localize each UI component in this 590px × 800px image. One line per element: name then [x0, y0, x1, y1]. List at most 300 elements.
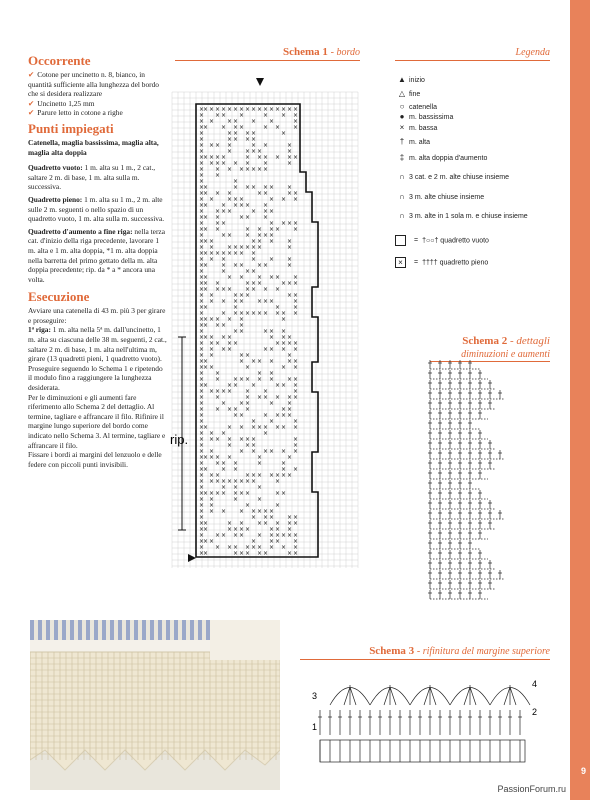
filled-cell-mark: ×	[199, 244, 205, 251]
filled-cell-mark: ×	[215, 370, 221, 377]
filled-cell-mark: ×	[263, 508, 269, 515]
filled-cell-mark: ×	[239, 520, 245, 527]
filled-cell-mark: ×	[209, 154, 215, 161]
filled-cell-mark: ×	[203, 382, 209, 389]
filled-cell-mark: ×	[251, 436, 257, 443]
filled-cell-mark: ×	[239, 526, 245, 533]
filled-cell-mark: ×	[233, 160, 239, 167]
filled-cell-mark: ×	[263, 514, 269, 521]
filled-cell-mark: ×	[199, 292, 205, 299]
filled-cell-mark: ×	[287, 406, 293, 413]
filled-cell-mark: ×	[221, 478, 227, 485]
filled-cell-mark: ×	[221, 220, 227, 227]
filled-cell-mark: ×	[199, 346, 205, 353]
filled-cell-mark: ×	[199, 550, 205, 557]
legend-item: ∩ 3 cat. e 2 m. alte chiuse insieme	[395, 172, 509, 181]
filled-cell-mark: ×	[203, 364, 209, 371]
filled-cell-mark: ×	[221, 334, 227, 341]
filled-cell-mark: ×	[233, 118, 239, 125]
filled-cell-mark: ×	[221, 160, 227, 167]
filled-cell-mark: ×	[209, 502, 215, 509]
filled-cell-mark: ×	[269, 544, 275, 551]
filled-cell-mark: ×	[293, 364, 299, 371]
filled-cell-mark: ×	[199, 202, 205, 209]
filled-cell-mark: ×	[199, 406, 205, 413]
filled-cell-mark: ×	[199, 250, 205, 257]
filled-cell-mark: ×	[203, 262, 209, 269]
filled-cell-mark: ×	[199, 238, 205, 245]
filled-cell-mark: ×	[263, 430, 269, 437]
filled-cell-mark: ×	[275, 424, 281, 431]
filled-cell-mark: ×	[245, 202, 251, 209]
filled-cell-mark: ×	[199, 172, 205, 179]
filled-cell-mark: ×	[239, 196, 245, 203]
filled-cell-mark: ×	[251, 514, 257, 521]
filled-cell-mark: ×	[199, 514, 205, 521]
row-label-4: 4	[532, 679, 538, 689]
filled-cell-mark: ×	[227, 136, 233, 143]
filled-cell-mark: ×	[209, 364, 215, 371]
filled-cell-mark: ×	[239, 532, 245, 539]
filled-cell-mark: ×	[233, 304, 239, 311]
filled-cell-mark: ×	[199, 310, 205, 317]
filled-cell-mark: ×	[233, 250, 239, 257]
filled-cell-mark: ×	[245, 490, 251, 497]
filled-cell-mark: ×	[287, 526, 293, 533]
filled-cell-mark: ×	[251, 448, 257, 455]
filled-cell-mark: ×	[263, 520, 269, 527]
filled-cell-mark: ×	[293, 106, 299, 113]
filled-cell-mark: ×	[281, 340, 287, 347]
legend-item: ● m. bassissima	[395, 112, 453, 121]
filled-cell-mark: ×	[199, 412, 205, 419]
filled-cell-mark: ×	[209, 256, 215, 263]
filled-cell-mark: ×	[275, 340, 281, 347]
filled-cell-mark: ×	[275, 310, 281, 317]
filled-cell-mark: ×	[227, 232, 233, 239]
filled-cell-mark: ×	[215, 286, 221, 293]
filled-cell-mark: ×	[293, 118, 299, 125]
filled-cell-mark: ×	[245, 280, 251, 287]
filled-cell-mark: ×	[275, 124, 281, 131]
filled-cell-mark: ×	[239, 448, 245, 455]
filled-cell-mark: ×	[233, 460, 239, 467]
filled-cell-mark: ×	[245, 214, 251, 221]
filled-cell-mark: ×	[263, 184, 269, 191]
filled-cell-mark: ×	[239, 478, 245, 485]
filled-cell-mark: ×	[203, 184, 209, 191]
filled-cell-mark: ×	[293, 340, 299, 347]
filled-cell-mark: ×	[233, 130, 239, 137]
legend-item: † m. alta	[395, 137, 430, 146]
filled-cell-mark: ×	[293, 550, 299, 557]
filled-cell-mark: ×	[269, 226, 275, 233]
filled-cell-mark: ×	[199, 142, 205, 149]
filled-cell-mark: ×	[269, 346, 275, 353]
filled-cell-mark: ×	[293, 436, 299, 443]
filled-cell-mark: ×	[257, 280, 263, 287]
filled-cell-mark: ×	[199, 154, 205, 161]
filled-cell-mark: ×	[199, 208, 205, 215]
filled-cell-mark: ×	[221, 208, 227, 215]
filled-cell-mark: ×	[257, 148, 263, 155]
filled-cell-mark: ×	[257, 244, 263, 251]
filled-cell-mark: ×	[227, 166, 233, 173]
filled-cell-mark: ×	[251, 286, 257, 293]
filled-cell-mark: ×	[269, 298, 275, 305]
filled-cell-mark: ×	[269, 376, 275, 383]
filled-cell-mark: ×	[269, 418, 275, 425]
filled-cell-mark: ×	[251, 130, 257, 137]
filled-cell-mark: ×	[293, 442, 299, 449]
filled-cell-mark: ×	[215, 190, 221, 197]
filled-cell-mark: ×	[199, 184, 205, 191]
filled-cell-mark: ×	[239, 316, 245, 323]
filled-cell-mark: ×	[215, 478, 221, 485]
filled-cell-mark: ×	[221, 262, 227, 269]
single-crochet-icon: ×	[399, 123, 405, 132]
filled-cell-mark: ×	[269, 208, 275, 215]
filled-cell-mark: ×	[281, 544, 287, 551]
legend-item: △ fine	[395, 89, 420, 98]
filled-cell-mark: ×	[245, 394, 251, 401]
filled-cell-mark: ×	[239, 274, 245, 281]
filled-cell-mark: ×	[245, 400, 251, 407]
filled-cell-mark: ×	[233, 262, 239, 269]
filled-cell-mark: ×	[257, 262, 263, 269]
filled-cell-mark: ×	[257, 496, 263, 503]
filled-cell-mark: ×	[239, 424, 245, 431]
filled-cell-mark: ×	[293, 274, 299, 281]
filled-cell-mark: ×	[251, 238, 257, 245]
end-marker-icon	[188, 554, 196, 562]
filled-cell-mark: ×	[239, 202, 245, 209]
legend-item: ○ catenella	[395, 102, 437, 111]
filled-cell-mark: ×	[221, 532, 227, 539]
filled-cell-mark: ×	[233, 496, 239, 503]
filled-cell-mark: ×	[199, 286, 205, 293]
schema1-filet-chart	[168, 72, 364, 572]
filled-cell-mark: ×	[287, 358, 293, 365]
filled-cell-mark: ×	[287, 532, 293, 539]
row-label-1: 1	[312, 722, 318, 732]
filled-cell-mark: ×	[287, 550, 293, 557]
filled-cell-mark: ×	[263, 190, 269, 197]
instructions-column	[28, 50, 168, 469]
filled-cell-mark: ×	[215, 388, 221, 395]
filled-cell-mark: ×	[203, 334, 209, 341]
filled-cell-mark: ×	[215, 208, 221, 215]
filled-cell-mark: ×	[257, 166, 263, 173]
filled-cell-mark: ×	[281, 106, 287, 113]
filled-cell-mark: ×	[215, 166, 221, 173]
filled-cell-mark: ×	[269, 538, 275, 545]
filled-cell-mark: ×	[245, 544, 251, 551]
filled-cell-mark: ×	[263, 388, 269, 395]
filled-cell-mark: ×	[227, 286, 233, 293]
filled-cell-mark: ×	[281, 448, 287, 455]
filled-cell-mark: ×	[251, 310, 257, 317]
filled-cell-mark: ×	[251, 256, 257, 263]
filled-cell-mark: ×	[199, 298, 205, 305]
filled-cell-mark: ×	[287, 520, 293, 527]
filled-cell-mark: ×	[199, 196, 205, 203]
filled-cell-mark: ×	[227, 544, 233, 551]
filled-cell-mark: ×	[203, 466, 209, 473]
filled-cell-mark: ×	[287, 454, 293, 461]
filled-cell-mark: ×	[257, 232, 263, 239]
legend-item: ∩ 3 m. alte in 1 sola m. e chiuse insieme	[395, 211, 528, 220]
filled-cell-mark: ×	[199, 256, 205, 263]
filled-cell-mark: ×	[269, 196, 275, 203]
filled-cell-mark: ×	[287, 220, 293, 227]
filled-cell-mark: ×	[293, 310, 299, 317]
filled-cell-mark: ×	[281, 196, 287, 203]
filled-cell-mark: ×	[233, 382, 239, 389]
accent-sidebar	[570, 0, 590, 800]
filled-cell-mark: ×	[215, 142, 221, 149]
filled-cell-mark: ×	[233, 196, 239, 203]
filled-cell-mark: ×	[251, 142, 257, 149]
filled-cell-mark: ×	[281, 424, 287, 431]
start-marker-icon	[256, 78, 264, 86]
filled-cell-mark: ×	[263, 298, 269, 305]
filled-cell-mark: ×	[233, 526, 239, 533]
filled-cell-mark: ×	[275, 304, 281, 311]
filled-cell-mark: ×	[203, 280, 209, 287]
filled-cell-mark: ×	[221, 106, 227, 113]
filled-cell-mark: ×	[209, 388, 215, 395]
filled-cell-mark: ×	[209, 118, 215, 125]
filled-cell-mark: ×	[245, 550, 251, 557]
filled-cell-mark: ×	[245, 130, 251, 137]
filled-cell-mark: ×	[215, 226, 221, 233]
filled-cell-mark: ×	[245, 388, 251, 395]
filled-cell-mark: ×	[203, 538, 209, 545]
filled-cell-mark: ×	[281, 466, 287, 473]
filled-cell-mark: ×	[263, 106, 269, 113]
filled-cell-mark: ×	[227, 520, 233, 527]
filled-cell-mark: ×	[227, 334, 233, 341]
filled-cell-mark: ×	[281, 316, 287, 323]
filled-cell-mark: ×	[209, 292, 215, 299]
filled-cell-mark: ×	[239, 490, 245, 497]
filled-cell-mark: ×	[199, 340, 205, 347]
filled-cell-mark: ×	[263, 394, 269, 401]
filled-cell-mark: ×	[227, 106, 233, 113]
filled-cell-mark: ×	[209, 472, 215, 479]
filled-cell-mark: ×	[227, 196, 233, 203]
filled-cell-mark: ×	[269, 334, 275, 341]
legend-item: × = †††† quadretto pieno	[395, 257, 488, 268]
filled-cell-mark: ×	[199, 400, 205, 407]
filled-cell-mark: ×	[275, 502, 281, 509]
filled-cell-mark: ×	[263, 124, 269, 131]
filled-cell-mark: ×	[257, 274, 263, 281]
filled-cell-mark: ×	[293, 298, 299, 305]
filled-cell-mark: ×	[287, 106, 293, 113]
filled-cell-mark: ×	[199, 124, 205, 131]
filled-mesh-stitches-icon: ††††	[422, 259, 438, 267]
filled-cell-mark: ×	[203, 202, 209, 209]
filled-cell-mark: ×	[233, 298, 239, 305]
filled-cell-mark: ×	[239, 106, 245, 113]
filled-cell-mark: ×	[221, 490, 227, 497]
filled-cell-mark: ×	[275, 520, 281, 527]
filled-cell-mark: ×	[199, 532, 205, 539]
filled-cell-mark: ×	[199, 370, 205, 377]
filled-cell-mark: ×	[215, 436, 221, 443]
filled-cell-mark: ×	[239, 214, 245, 221]
filled-cell-mark: ×	[257, 370, 263, 377]
filled-cell-mark: ×	[293, 538, 299, 545]
filled-cell-mark: ×	[227, 244, 233, 251]
legend-item: × m. bassa	[395, 123, 437, 132]
filled-cell-mark: ×	[203, 550, 209, 557]
filled-cell-mark: ×	[257, 358, 263, 365]
filled-cell-mark: ×	[199, 334, 205, 341]
filled-cell-mark: ×	[275, 106, 281, 113]
filled-cell-mark: ×	[263, 448, 269, 455]
filled-cell-mark: ×	[263, 286, 269, 293]
filled-cell-mark: ×	[233, 544, 239, 551]
filled-cell-mark: ×	[221, 346, 227, 353]
filled-cell-mark: ×	[281, 406, 287, 413]
punti-heading: Punti impiegati	[28, 120, 114, 136]
filled-cell-mark: ×	[199, 220, 205, 227]
filled-cell-mark: ×	[251, 148, 257, 155]
filled-cell-mark: ×	[199, 304, 205, 311]
filled-cell-mark: ×	[293, 376, 299, 383]
filled-cell-mark: ×	[233, 124, 239, 131]
legend-item: = †○○† quadretto vuoto	[395, 235, 489, 246]
filled-cell-mark: ×	[233, 328, 239, 335]
filled-cell-mark: ×	[221, 466, 227, 473]
filled-cell-mark: ×	[203, 190, 209, 197]
filled-cell-mark: ×	[269, 508, 275, 515]
filled-cell-mark: ×	[239, 352, 245, 359]
start-arrow-icon: ▲	[398, 75, 406, 84]
filled-cell-mark: ×	[245, 226, 251, 233]
filled-cell-mark: ×	[287, 154, 293, 161]
filled-cell-mark: ×	[215, 214, 221, 221]
filled-cell-mark: ×	[199, 148, 205, 155]
filled-cell-mark: ×	[209, 316, 215, 323]
filled-cell-mark: ×	[239, 412, 245, 419]
slip-stitch-icon: ●	[399, 112, 405, 121]
filled-cell-mark: ×	[203, 490, 209, 497]
filled-cell-mark: ×	[203, 304, 209, 311]
filled-cell-mark: ×	[203, 286, 209, 293]
filled-cell-mark: ×	[215, 454, 221, 461]
filled-cell-mark: ×	[293, 514, 299, 521]
filled-cell-mark: ×	[263, 112, 269, 119]
filled-cell-mark: ×	[215, 472, 221, 479]
filled-cell-mark: ×	[257, 544, 263, 551]
filled-cell-mark: ×	[251, 184, 257, 191]
filled-cell-mark: ×	[199, 280, 205, 287]
filled-cell-mark: ×	[199, 448, 205, 455]
filled-cell-mark: ×	[245, 376, 251, 383]
filled-cell-mark: ×	[233, 202, 239, 209]
filled-cell-mark: ×	[293, 424, 299, 431]
filled-cell-mark: ×	[275, 394, 281, 401]
filled-cell-mark: ×	[221, 460, 227, 467]
filled-cell-mark: ×	[209, 250, 215, 257]
filled-cell-mark: ×	[199, 274, 205, 281]
filled-cell-mark: ×	[263, 262, 269, 269]
row-label-2: 2	[532, 707, 538, 717]
filled-cell-mark: ×	[287, 244, 293, 251]
filled-cell-mark: ×	[251, 472, 257, 479]
filled-cell-mark: ×	[215, 172, 221, 179]
filled-cell-mark: ×	[233, 376, 239, 383]
filled-cell-mark: ×	[233, 478, 239, 485]
filled-cell-mark: ×	[269, 532, 275, 539]
filled-cell-mark: ×	[263, 214, 269, 221]
filled-cell-mark: ×	[281, 220, 287, 227]
filled-cell-mark: ×	[251, 418, 257, 425]
filled-cell-mark: ×	[269, 328, 275, 335]
stitch-paragraph: Quadretto vuoto: 1 m. alta su 1 m., 2 cat., saltare 2 m. di base, 1 m. alta sulla m. successiva.	[28, 163, 156, 192]
schema2-heading: Schema 2 - dettagli diminuzioni e aumenti	[430, 335, 550, 362]
filled-cell-mark: ×	[239, 292, 245, 299]
filled-cell-mark: ×	[245, 406, 251, 413]
filled-cell-mark: ×	[293, 520, 299, 527]
filled-cell-mark: ×	[281, 460, 287, 467]
filled-cell-mark: ×	[199, 328, 205, 335]
filled-cell-mark: ×	[199, 394, 205, 401]
filled-cell-mark: ×	[275, 538, 281, 545]
filled-cell-mark: ×	[245, 526, 251, 533]
filled-cell-mark: ×	[287, 190, 293, 197]
filled-cell-mark: ×	[287, 400, 293, 407]
filled-cell-mark: ×	[203, 154, 209, 161]
filled-cell-mark: ×	[239, 298, 245, 305]
filled-cell-mark: ×	[215, 160, 221, 167]
filled-cell-mark: ×	[209, 238, 215, 245]
filled-cell-mark: ×	[233, 244, 239, 251]
filled-cell-mark: ×	[221, 388, 227, 395]
filled-cell-mark: ×	[245, 292, 251, 299]
schema3-heading: Schema 3 - rifinitura del margine superiore	[300, 645, 550, 660]
filled-cell-mark: ×	[199, 322, 205, 329]
filled-cell-mark: ×	[209, 142, 215, 149]
filled-cell-mark: ×	[293, 226, 299, 233]
filled-cell-mark: ×	[227, 250, 233, 257]
filled-cell-mark: ×	[227, 346, 233, 353]
filled-cell-mark: ×	[257, 154, 263, 161]
filled-cell-mark: ×	[239, 358, 245, 365]
filled-cell-mark: ×	[199, 520, 205, 527]
filled-cell-mark: ×	[199, 538, 205, 545]
filled-cell-mark: ×	[293, 196, 299, 203]
filled-cell-mark: ×	[199, 382, 205, 389]
filled-cell-mark: ×	[215, 544, 221, 551]
filled-cell-mark: ×	[287, 412, 293, 419]
treble-increase-icon: ‡	[399, 153, 405, 162]
filled-cell-mark: ×	[209, 346, 215, 353]
watermark: PassionForum.ru	[497, 784, 566, 794]
filled-cell-mark: ×	[263, 208, 269, 215]
filled-cell-mark: ×	[199, 352, 205, 359]
filled-cell-mark: ×	[215, 250, 221, 257]
filled-cell-mark: ×	[245, 148, 251, 155]
filled-cell-mark: ×	[269, 232, 275, 239]
filled-cell-mark: ×	[245, 154, 251, 161]
filled-cell-mark: ×	[203, 274, 209, 281]
filled-cell-mark: ×	[251, 280, 257, 287]
